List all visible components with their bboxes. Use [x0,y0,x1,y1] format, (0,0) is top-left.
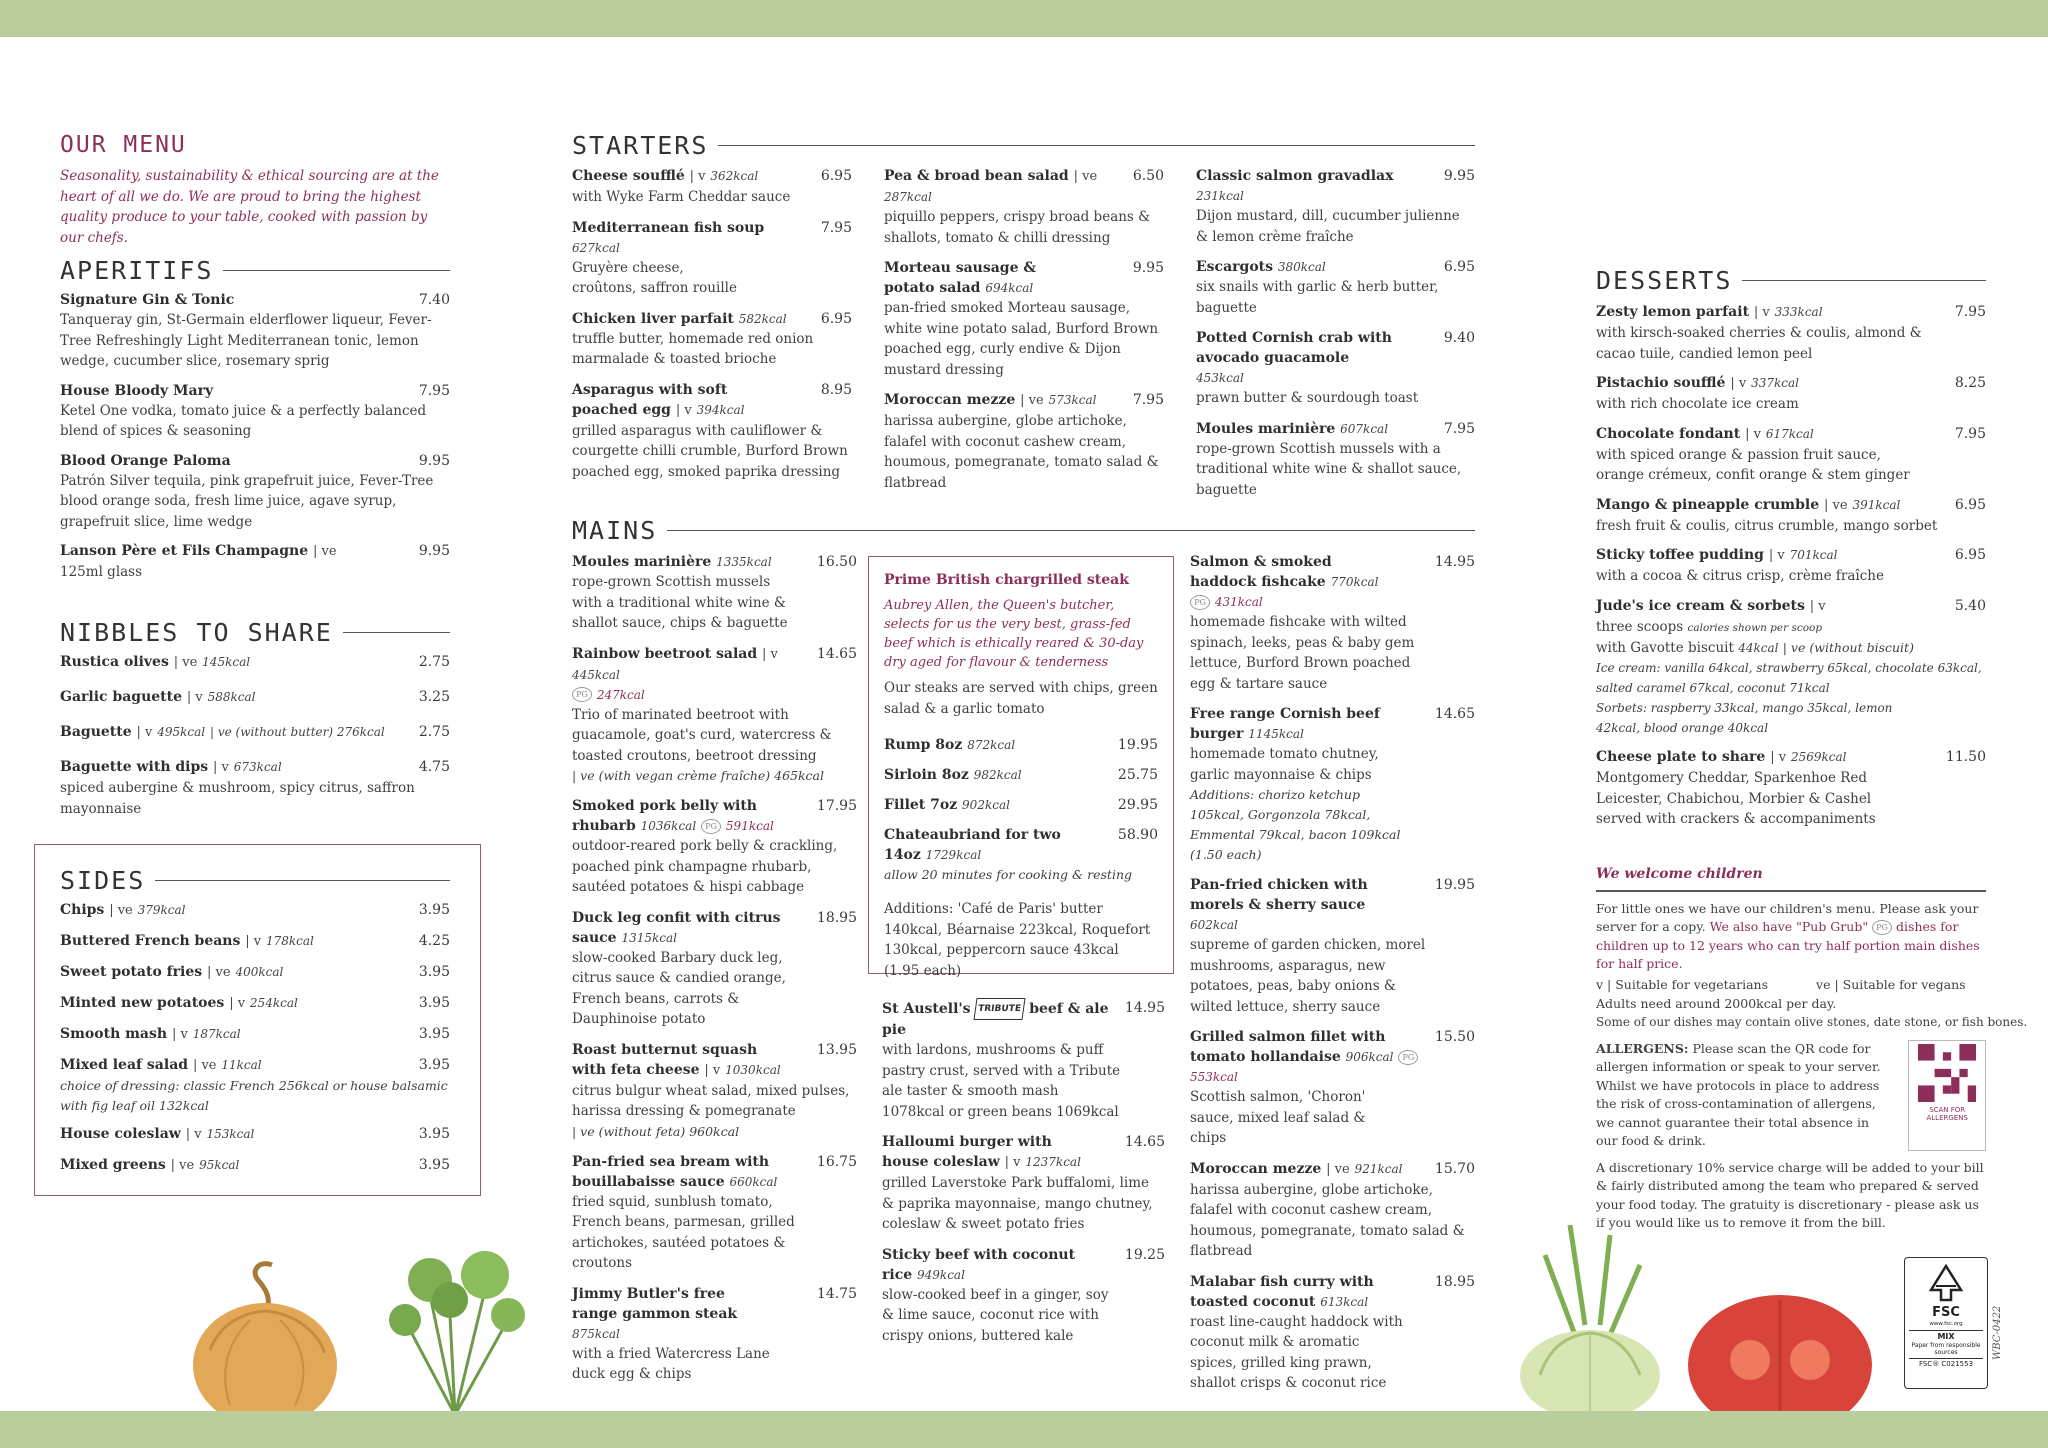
steak-served: Our steaks are served with chips, green salad & a garlic tomato [884,680,1158,717]
starters-col-1 [572,166,852,491]
menu-title: OUR MENU [60,132,187,158]
steak-cut: Fillet 7oz 902kcal 29.95 [884,797,1158,813]
menu-item: Baguette | v 495kcal | ve (without butter) 276kcal 2.75 [60,724,450,740]
mains-col-3 [1190,552,1475,1403]
mains-col-2 [882,998,1165,1355]
menu-item: Minted new potatoes | v 254kcal 3.95 [60,995,450,1011]
mains-col-1 [572,552,857,1394]
menu-item: Rainbow beetroot salad | v 445kcal PG 247kcal 14.65 Trio of marinated beetroot with guacamole, goat's curd, watercress & toasted croutons, beetroot dressing | ve (with vegan crème fraîche) 465kcal [572,645,857,783]
menu-item: Chicken liver parfait 582kcal 6.95 truffle butter, homemade red onion marmalade & toasted brioche [572,310,852,367]
menu-item: Moroccan mezze | ve 573kcal 7.95 harissa aubergine, globe artichoke, falafel with coconut cashew cream, houmous, pomegranate, tomato salad & flatbread [884,392,1164,491]
menu-item: Pan-fried chicken with morels & sherry sauce 602kcal 19.95 supreme of garden chicken, morel mushrooms, asparagus, new potatoes, peas, baby onions & wilted lettuce, sherry sauce [1190,877,1475,1015]
menu-item: Moules marinière 1335kcal 16.50 rope-grown Scottish mussels with a traditional white wine & shallot sauce, chips & baguette [572,554,857,631]
children-text: For little ones we have our children's menu. Please ask your server for a copy. We also have "Pub Grub" PG dishes for children up to 12 years who can try half portion main dishes for half price. [1596,900,1980,971]
menu-item: Cheese plate to share | v 2569kcal 11.50 Montgomery Cheddar, Sparkenhoe Red Leicester, Chabichou, Morbier & Cashel served with crackers & accompaniments [1596,749,1986,827]
menu-item: Escargots 380kcal 6.95 six snails with garlic & herb butter, baguette [1196,259,1475,316]
menu-item: Free range Cornish beef burger 1145kcal 14.65 homemade tomato chutney, garlic mayonnaise & chips Additions: chorizo ketchup 105kcal, Gorgonzola 78kcal, Emmental 79kcal, bacon 109kcal (1.50 each) [1190,706,1475,862]
menu-item: Sticky beef with coconut rice 949kcal 19.25 slow-cooked beef in a ginger, soy & lime sauce, coconut rice with crispy onions, buttered kale [882,1246,1165,1344]
starters-heading: STARTERS [572,131,1475,160]
adults-note: Adults need around 2000kcal per day. [1596,995,1837,1011]
nibbles-heading: NIBBLES TO SHARE [60,618,450,647]
menu-item: Asparagus with soft poached egg | v 394kcal 8.95 grilled asparagus with cauliflower & courgette chilli crumble, Burford Brown poached egg, smoked paprika dressing [572,381,852,480]
menu-item: Buttered French beans | v 178kcal 4.25 [60,933,450,949]
menu-item: Blood Orange Paloma 9.95 Patrón Silver tequila, pink grapefruit juice, Fever-Tree blood orange soda, fresh lime juice, agave syrup, grapefruit slice, lime wedge [60,452,450,530]
menu-item: Lanson Père et Fils Champagne | ve 9.95 125ml glass [60,543,450,580]
menu-item: Mango & pineapple crumble | ve 391kcal 6.95 fresh fruit & coulis, citrus crumble, mango sorbet [1596,496,1986,534]
menu-item: Pistachio soufflé | v 337kcal 8.25 with rich chocolate ice cream [1596,375,1986,412]
menu-item: Grilled salmon fillet with tomato hollandaise 906kcal PG 553kcal 15.50 Scottish salmon, 'Choron' sauce, mixed leaf salad & chips [1190,1029,1475,1146]
intro-text: Seasonality, sustainability & ethical sourcing are at the heart of all we do. We are proud to bring the highest quality produce to your table, cooked with passion by our chefs. [60,168,439,246]
bottom-band [0,1411,2048,1448]
menu-item: Mediterranean fish soup 627kcal 7.95 Gruyère cheese, croûtons, saffron rouille [572,219,852,296]
menu-item: Garlic baguette | v 588kcal 3.25 [60,689,450,705]
desserts-list [1596,302,1986,839]
fsc-logo: FSC www.fsc.org MIX Paper from responsible sources FSC® C021553 [1904,1257,1988,1389]
menu-item: Sweet potato fries | ve 400kcal 3.95 [60,964,450,980]
menu-item: Sticky toffee pudding | v 701kcal 6.95 with a cocoa & citrus crisp, crème fraîche [1596,547,1986,584]
mains-heading: MAINS [572,516,1475,545]
sides-list [60,900,450,1176]
menu-item: Mixed leaf salad | ve 11kcal 3.95 choice of dressing: classic French 256kcal or house balsamic with fig leaf oil 132kcal [60,1057,450,1113]
desserts-heading: DESSERTS [1596,266,1986,295]
onion-illustration [180,1255,350,1415]
aperitifs-list [60,290,450,592]
menu-item: Pan-fried sea bream with bouillabaisse sauce 660kcal 16.75 fried squid, sunblush tomato, French beans, parmesan, grilled artichokes, sautéed potatoes & croutons [572,1153,857,1271]
steak-cut: Sirloin 8oz 982kcal 25.75 [884,767,1158,783]
menu-item: Halloumi burger with house coleslaw | v 1237kcal 14.65 grilled Laverstoke Park buffalomi, lime & paprika mayonnaise, mango chutney, coleslaw & sweet potato fries [882,1134,1165,1232]
steak-section [884,570,1158,981]
menu-item: Morteau sausage & potato salad 694kcal 9.95 pan-fried smoked Morteau sausage, white wine potato salad, Burford Brown poached egg, curly endive & Dijon mustard dressing [884,260,1164,378]
children-title: We welcome children [1596,866,1763,882]
menu-item: Smoked pork belly with rhubarb 1036kcal PG 591kcal 17.95 outdoor-reared pork belly & crackling, poached pink champagne rhubarb, sautéed potatoes & hispi cabbage [572,798,857,895]
pub-grub-icon: PG [1190,595,1210,610]
service-note: A discretionary 10% service charge will be added to your bill & fairly distributed among the team who prepared & served your food today. The gratuity is discretionary - please ask us if you would like us to remove it from the bill. [1596,1159,1984,1230]
parsley-illustration [370,1235,540,1415]
menu-item: Baguette with dips | v 673kcal 4.75 spiced aubergine & mushroom, spicy citrus, saffron mayonnaise [60,759,450,817]
children-section [1596,864,1986,974]
menu-item: Smooth mash | v 187kcal 3.95 [60,1026,450,1042]
menu-item: Potted Cornish crab with avocado guacamole 453kcal 9.40 prawn butter & sourdough toast [1196,330,1475,406]
starters-col-2 [884,166,1164,502]
menu-item: Classic salmon gravadlax 231kcal 9.95 Dijon mustard, dill, cucumber julienne & lemon crème fraîche [1196,168,1475,245]
intro [60,132,450,248]
menu-item: Pea & broad bean salad | ve 287kcal 6.50 piquillo peppers, crispy broad beans & shallots, tomato & chilli dressing [884,168,1164,246]
nibbles-list [60,652,450,828]
sides-heading: SIDES [60,866,450,895]
allergens-note: ALLERGENS: Please scan the QR code for allergen information or speak to your server. Whilst we have protocols in place to address the risk of cross-contamination of allergens, we cannot guarantee their total absence in our food & drink. [1596,1040,1881,1148]
pub-grub-icon: PG [572,687,592,702]
starters-col-3 [1196,166,1475,509]
menu-item: Mixed greens | ve 95kcal 3.95 [60,1157,450,1173]
steak-additions: Additions: 'Café de Paris' butter 140kcal, Béarnaise 223kcal, Roquefort 130kcal, peppercorn sauce 43kcal (1.95 each) [884,901,1151,979]
fennel-illustration [1490,1225,1690,1415]
menu-item: Malabar fish curry with toasted coconut 613kcal 18.95 roast line-caught haddock with coconut milk & aromatic spices, grilled king prawn, shallot crisps & coconut rice [1190,1273,1475,1391]
menu-item: House coleslaw | v 153kcal 3.95 [60,1126,450,1142]
menu-item: Chocolate fondant | v 617kcal 7.95 with spiced orange & passion fruit sauce, orange crémeux, confit orange & stem ginger [1596,425,1986,483]
tribute-logo: TRIBUTE [974,998,1026,1020]
menu-item: Moroccan mezze | ve 921kcal 15.70 harissa aubergine, globe artichoke, falafel with coconut cashew cream, houmous, pomegranate, tomato salad & flatbread [1190,1160,1475,1259]
menu-item: Moules marinière 607kcal 7.95 rope-grown Scottish mussels with a traditional white wine & shallot sauce, baguette [1196,420,1475,498]
pub-grub-icon: PG [701,819,721,834]
steak-title: Prime British chargrilled steak [884,572,1129,588]
menu-item: St Austell's TRIBUTE beef & ale pie 14.95 with lardons, mushrooms & puff pastry crust, served with a Tribute ale taster & smooth mash 1078kcal or green beans 1069kcal [882,1000,1165,1120]
menu-item: Jimmy Butler's free range gammon steak 875kcal 14.75 with a fried Watercress Lane duck egg & chips [572,1285,857,1382]
menu-item: House Bloody Mary 7.95 Ketel One vodka, tomato juice & a perfectly balanced blend of spices & seasoning [60,382,450,439]
menu-item: Rustica olives | ve 145kcal 2.75 [60,654,450,670]
menu-item-ice-cream: Jude's ice cream & sorbets | v 5.40 three scoops calories shown per scoop with Gavotte biscuit 44kcal | ve (without biscuit) Ice cream: vanilla 64kcal, strawberry 65kcal, chocolate 63kcal, salted caramel 67kcal, coconut 71kcal Sorbets: raspberry 33kcal, mango 35kcal, lemon 42kcal, blood orange 40kcal [1596,597,1986,735]
top-band [0,0,2048,37]
steak-intro: Aubrey Allen, the Queen's butcher, selects for us the very best, grass-fed beef which is ethically reared & 30-day dry aged for flavour & tenderness [884,598,1144,670]
menu-item: Salmon & smoked haddock fishcake 770kcal PG 431kcal 14.95 homemade fishcake with wilted spinach, leeks, peas & baby gem lettuce, Burford Brown poached egg & tartare sauce [1190,554,1475,692]
pub-grub-icon: PG [1872,920,1892,935]
menu-item: Signature Gin & Tonic 7.40 Tanqueray gin, St-Germain elderflower liqueur, Fever-Tree Refreshingly Light Mediterranean tonic, lemon wedge, cucumber slice, rosemary sprig [60,292,450,369]
notes-section [1596,976,2028,1233]
print-code: WBC-0422 [1992,1305,2003,1360]
pub-grub-icon: PG [1398,1050,1418,1065]
qr-code-icon [1918,1044,1976,1102]
stones-note: Some of our dishes may contain olive stones, date stone, or fish bones. [1596,1015,2028,1029]
tree-icon [1923,1264,1969,1302]
menu-item: Zesty lemon parfait | v 333kcal 7.95 with kirsch-soaked cherries & coulis, almond & cacao tuile, candied lemon peel [1596,304,1986,362]
steak-cut: Chateaubriand for two 14oz 1729kcal 58.90 allow 20 minutes for cooking & resting [884,827,1158,882]
steak-cut: Rump 8oz 872kcal 19.95 [884,737,1158,753]
menu-item: Duck leg confit with citrus sauce 1315kcal 18.95 slow-cooked Barbary duck leg, citrus sauce & candied orange, French beans, carrots & Dauphinoise potato [572,909,857,1027]
qr-code[interactable]: SCAN FOR ALLERGENS [1908,1040,1986,1151]
tomato-illustration [1680,1290,1880,1411]
menu-item: Cheese soufflé | v 362kcal 6.95 with Wyke Farm Cheddar sauce [572,168,852,205]
menu-item: Chips | ve 379kcal 3.95 [60,902,450,918]
menu-item: Roast butternut squash with feta cheese | v 1030kcal 13.95 citrus bulgur wheat salad, mixed pulses, harissa dressing & pomegranate | ve (without feta) 960kcal [572,1041,857,1139]
divider [1596,890,1986,892]
diet-key: v | Suitable for vegetarians ve | Suitable for vegans [1596,977,1966,992]
aperitifs-heading: APERITIFS [60,256,450,285]
